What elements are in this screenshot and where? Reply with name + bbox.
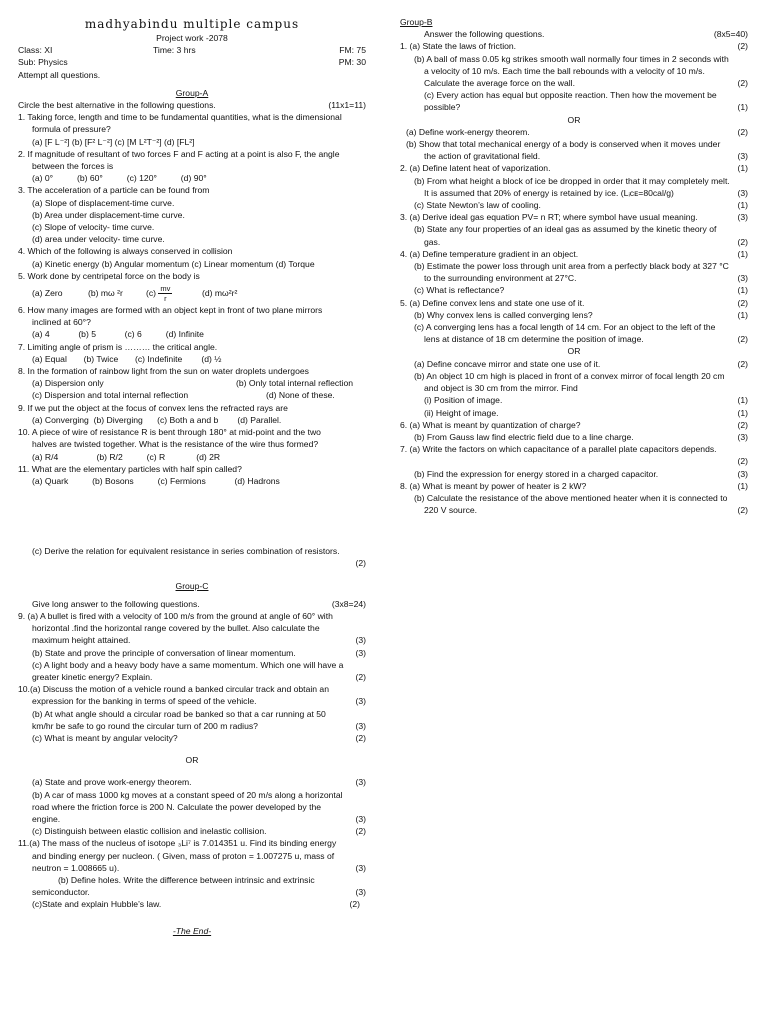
c-question-9a-end-text: maximum height attained. [32, 635, 131, 646]
b-line-text: (ii) Height of image. [424, 407, 499, 418]
c-question-11a-end-text: neutron = 1.008665 u). [32, 862, 120, 873]
b-line [400, 211, 748, 223]
b-line [400, 358, 748, 370]
question-11: 11. What are the elementary particles with half spin called? [18, 463, 242, 474]
q8-option-a: (a) Dispersion only [32, 378, 104, 389]
mark-badge: (2) [737, 297, 748, 308]
question-3: 3. The acceleration of a particle can be found from [18, 185, 210, 196]
c-or-question-b-end [18, 813, 366, 825]
mark-badge: (3) [737, 187, 748, 198]
b-line-text: (b) Find the expression for energy stored in a charged capacitor. [414, 468, 659, 479]
group-c-instruction: Give long answer to the following questions. [32, 598, 200, 609]
subject-label: Sub: Physics [18, 57, 68, 68]
time-label: Time: 3 hrs [153, 45, 196, 56]
mark-badge: (1) [737, 102, 748, 113]
b-line: (b) State any four properties of an ideal gas as assumed by the kinetic theory of [414, 224, 717, 235]
mark-badge: (3) [737, 151, 748, 162]
b-line [400, 40, 748, 52]
b-line-text: (b) From Gauss law find electric field due to a line charge. [414, 431, 634, 442]
b-line-text: the action of gravitational field. [424, 151, 541, 162]
mark-badge: (1) [737, 285, 748, 296]
mark-badge: (2) [355, 558, 366, 569]
b-line-text: (i) Position of image. [424, 395, 503, 406]
b-line-text: 8. (a) What is meant by power of heater is 2 kW? [400, 480, 587, 491]
full-marks: FM: 75 [339, 45, 366, 56]
general-instruction: Attempt all questions. [18, 69, 101, 80]
question-10: 10. A piece of wire of resistance R is bent through 180° at mid-point and the two [18, 427, 321, 438]
class-label: Class: XI [18, 45, 53, 56]
mark-badge: (3) [355, 635, 366, 646]
c-question-9b [18, 647, 366, 659]
mark-badge: (3) [355, 647, 366, 658]
b-line-text: (a) Define concave mirror and state one use of it. [414, 358, 601, 369]
mark-badge: (2) [737, 505, 748, 516]
group-c-pre-mark-row [18, 557, 366, 569]
b-line [400, 468, 748, 480]
fraction-denominator: r [164, 294, 167, 304]
b-line: (b) An object 10 cm high is placed in front of a convex mirror of focal length 20 cm [414, 370, 725, 381]
c-or-question-a [18, 776, 366, 788]
b-line-text: (c) What is reflectance? [414, 285, 505, 296]
c-question-11a-end [18, 862, 366, 874]
question-3-option-d: (d) area under velocity- time curve. [32, 234, 165, 245]
group-a-marks: (11x1=11) [328, 100, 366, 111]
c-question-10b-end-text: km/hr be safe to go round the circular turn of 200 m radius? [32, 720, 258, 731]
c-question-11b-end-text: semiconductor. [32, 887, 90, 898]
b-line-text: lens at distance of 18 cm determine the position of image. [424, 334, 644, 345]
question-6: 6. How many images are formed with an object kept in front of two plane mirrors [18, 305, 323, 316]
left-column [18, 16, 366, 937]
group-a-title: Group-A [175, 87, 209, 98]
question-4-options: (a) Kinetic energy (b) Angular momentum (c) Linear momentum (d) Torque [32, 258, 315, 269]
mark-badge: (1) [737, 163, 748, 174]
c-or-question-b-cont: road where the friction force is 200 N. Calculate the power developed by the [32, 801, 322, 812]
c-or-question-b: (b) A car of mass 1000 kg moves at a constant speed of 20 m/s along a horizontal [32, 789, 343, 800]
b-line [400, 248, 748, 260]
b-line-text: 2. (a) Define latent heat of vaporization. [400, 163, 551, 174]
c-or-question-b-end-text: engine. [32, 813, 61, 824]
q5-option-d: (d) mω²r² [202, 288, 238, 299]
b-line-text: 6. (a) What is meant by quantization of charge? [400, 419, 581, 430]
c-question-11b-end [18, 886, 366, 898]
b-line: and object is 30 cm from the mirror. Find [424, 383, 578, 394]
c-or-question-a-text: (a) State and prove work-energy theorem. [32, 777, 192, 788]
b-line-text: 220 V source. [424, 505, 478, 516]
b-line [400, 309, 748, 321]
or-divider: OR [567, 346, 581, 357]
question-10-cont: halves are twisted together. What is the resistance of the wire thus formed? [32, 439, 319, 450]
q5-option-b: (b) mω ²r [88, 288, 123, 299]
q5-option-c [146, 282, 172, 304]
mark-badge: (3) [355, 777, 366, 788]
question-3-option-b: (b) Area under displacement-time curve. [32, 209, 185, 220]
b-line [400, 236, 748, 248]
mark-badge: (2) [355, 826, 366, 837]
q8-option-d: (d) None of these. [266, 390, 335, 401]
pass-marks: PM: 30 [338, 57, 366, 68]
b-line [400, 431, 748, 443]
b-line-text: 5. (a) Define convex lens and state one use of it. [400, 297, 585, 308]
c-question-9b-text: (b) State and prove the principle of conversation of linear momentum. [32, 647, 296, 658]
mark-badge: (2) [355, 732, 366, 743]
question-9: 9. If we put the object at the focus of convex lens the refracted rays are [18, 402, 288, 413]
mark-badge: (1) [737, 248, 748, 259]
right-column [400, 16, 748, 516]
c-question-10a: 10.(a) Discuss the motion of a vehicle round a banked circular track and obtain an [18, 684, 329, 695]
group-c-instruction-row [18, 598, 366, 610]
b-line [400, 394, 748, 406]
b-line: (c) A converging lens has a focal length of 14 cm. For an object to the left of the [414, 322, 716, 333]
b-line-text: gas. [424, 236, 441, 247]
group-b-instruction: Answer the following questions. [424, 29, 545, 40]
question-11-options: (a) Quark (b) Bosons (c) Fermions (d) Hadrons [32, 475, 280, 486]
b-line-text: possible? [424, 102, 461, 113]
b-line-text: 1. (a) State the laws of friction. [400, 41, 517, 52]
mark-badge: (2) [355, 671, 366, 682]
c-question-10b: (b) At what angle should a circular road be banked so that a car running at 50 [32, 708, 326, 719]
group-b-marks: (8x5=40) [713, 29, 748, 40]
c-question-10a-end-text: expression for the banking in terms of speed of the vehicle. [32, 696, 257, 707]
question-8-options-row1 [18, 377, 366, 389]
b-line [400, 480, 748, 492]
mark-badge: (2) [737, 358, 748, 369]
c-question-10a-end [18, 695, 366, 707]
mark-badge: (2) [737, 41, 748, 52]
question-10-options: (a) R/4 (b) R/2 (c) R (d) 2R [32, 451, 221, 462]
group-b-instruction-row [400, 28, 748, 40]
c-question-9a-cont: horizontal .find the horizontal range covered by the bullet. Also calculate the [32, 623, 320, 634]
question-8-options-row2 [18, 389, 366, 401]
group-c-pre-question: (c) Derive the relation for equivalent resistance in series combination of resistors. [32, 546, 340, 557]
group-b-title: Group-B [400, 17, 433, 27]
b-line-text: (b) Why convex lens is called converging lens? [414, 309, 593, 320]
q8-option-c: (c) Dispersion and total internal reflection [32, 390, 189, 401]
b-line [400, 187, 748, 199]
question-1-cont: formula of pressure? [32, 124, 111, 135]
mark-badge: (2) [737, 334, 748, 345]
mark-badge: (3) [737, 273, 748, 284]
b-line: 7. (a) Write the factors on which capacitance of a parallel plate capacitors depends. [400, 444, 717, 455]
c-question-10b-end [18, 720, 366, 732]
b-line-text: to the surrounding environment at 27°C. [424, 273, 577, 284]
b-line [400, 150, 748, 162]
mark-badge: (3) [737, 212, 748, 223]
c-question-11a: 11.(a) The mass of the nucleus of isotope ₃Li⁷ is 7.014351 u. Find its binding energy [18, 838, 337, 849]
mark-badge: (2) [737, 236, 748, 247]
b-line [400, 297, 748, 309]
mark-badge: (2) [349, 899, 360, 910]
question-3-option-a: (a) Slope of displacement-time curve. [32, 197, 175, 208]
b-line: (c) Every action has equal but opposite reaction. Then how the movement be [424, 90, 717, 101]
b-line: (b) A ball of mass 0.05 kg strikes smooth wall normally four times in 2 seconds with [414, 53, 729, 64]
mark-badge: (1) [737, 309, 748, 320]
c-question-9c-end [18, 671, 366, 683]
mark-badge: (3) [355, 813, 366, 824]
question-5-options [18, 282, 366, 304]
b-line-text: 3. (a) Derive ideal gas equation PV= n RT; where symbol have usual meaning. [400, 212, 698, 223]
question-7: 7. Limiting angle of prism is ……… the critical angle. [18, 341, 218, 352]
b-line [400, 162, 748, 174]
question-6-options: (a) 4 (b) 5 (c) 6 (d) Infinite [32, 329, 204, 340]
question-2: 2. If magnitude of resultant of two forces F and F acting at a point is also F, the angle [18, 148, 340, 159]
mark-badge: (2) [737, 456, 748, 467]
q5-option-c-label: (c) [146, 288, 157, 299]
b-line [400, 419, 748, 431]
b-line [400, 284, 748, 296]
mark-badge: (2) [737, 78, 748, 89]
question-9-options: (a) Converging (b) Diverging (c) Both a and b (d) Parallel. [32, 414, 282, 425]
question-1-options: (a) [F L⁻²] (b) [F² L⁻²] (c) [M L²T⁻²] (d) [FL²] [32, 136, 195, 147]
group-c-title: Group-C [175, 580, 209, 591]
q5-option-a: (a) Zero [32, 288, 63, 299]
b-line [400, 272, 748, 284]
c-question-10c [18, 732, 366, 744]
b-line [400, 455, 748, 467]
q5-option-c-fraction [158, 284, 172, 303]
fraction-numerator: mv [160, 284, 171, 294]
question-6-cont: inclined at 60°? [32, 317, 91, 328]
b-line [400, 199, 748, 211]
subject-pm-row [18, 56, 366, 68]
b-line: (b) Show that total mechanical energy of a body is conserved when it moves under [406, 139, 721, 150]
mark-badge: (3) [737, 431, 748, 442]
b-line [400, 77, 748, 89]
class-time-fm-row [18, 44, 366, 56]
mark-badge: (1) [737, 395, 748, 406]
b-line-text: 4. (a) Define temperature gradient in an object. [400, 248, 579, 259]
group-c-marks: (3x8=24) [331, 598, 366, 609]
c-question-9c-end-text: greater kinetic energy? Explain. [32, 671, 153, 682]
question-2-options: (a) 0° (b) 60° (c) 120° (d) 90° [32, 173, 207, 184]
c-or-question-c-text: (c) Distinguish between elastic collision and inelastic collision. [32, 826, 267, 837]
b-line-text: (a) Define work-energy theorem. [406, 126, 530, 137]
question-3-option-c: (c) Slope of velocity- time curve. [32, 222, 155, 233]
b-line-text: Calculate the average force on the wall. [424, 78, 575, 89]
question-8: 8. In the formation of rainbow light from the sun on water droplets undergoes [18, 366, 309, 377]
b-line [400, 333, 748, 345]
or-divider: OR [185, 755, 199, 766]
b-line: (b) Estimate the power loss through unit area from a perfectly black body at 327 °C [414, 261, 729, 272]
question-1: 1. Taking force, length and time to be fundamental quantities, what is the dimensional [18, 112, 342, 123]
mark-badge: (2) [737, 419, 748, 430]
mark-badge: (3) [355, 887, 366, 898]
b-line [400, 126, 748, 138]
b-line [400, 504, 748, 516]
b-line [400, 407, 748, 419]
c-question-11a-cont: and binding energy per nucleon. ( Given, mass of proton = 1.007275 u, mass of [32, 850, 335, 861]
c-question-9a-end [18, 634, 366, 646]
mark-badge: (3) [355, 696, 366, 707]
b-line: (b) Calculate the resistance of the above mentioned heater when it is connected to [414, 492, 728, 503]
question-2-cont: between the forces is [32, 161, 114, 172]
mark-badge: (2) [737, 126, 748, 137]
or-divider: OR [567, 114, 581, 125]
mark-badge: (3) [355, 720, 366, 731]
q8-option-b: (b) Only total internal reflection [236, 378, 354, 389]
b-line-text: (c) State Newton’s law of cooling. [414, 200, 541, 211]
question-4: 4. Which of the following is always conserved in collision [18, 246, 233, 257]
mark-badge: (3) [355, 862, 366, 873]
question-7-options: (a) Equal (b) Twice (c) Indefinite (d) ½ [32, 353, 222, 364]
b-line: (b) From what height a block of ice be dropped in order that it may completely melt. [414, 175, 730, 186]
c-question-11c [18, 898, 366, 910]
end-marker: -The End- [172, 925, 212, 936]
mark-badge: (1) [737, 200, 748, 211]
c-question-11b: (b) Define holes. Write the difference between intrinsic and extrinsic [58, 874, 315, 885]
c-question-9a: 9. (a) A bullet is fired with a velocity of 100 m/s from the ground at angle of 60° with [18, 610, 333, 621]
project-title: Project work -2078 [156, 33, 228, 43]
college-name: madhyabindu multiple campus [84, 17, 300, 31]
c-question-9c: (c) A light body and a heavy body have a same momentum. Which one will have a [32, 659, 344, 670]
b-line-text: It is assumed that 20% of energy is retained by ice. (Lᵢᴄᴇ=80cal/g) [424, 187, 674, 198]
group-a-instruction: Circle the best alternative in the following questions. [18, 100, 216, 111]
c-question-11c-text: (c)State and explain Hubble’s law. [32, 899, 162, 910]
question-5: 5. Work done by centripetal force on the body is [18, 270, 200, 281]
mark-badge: (1) [737, 480, 748, 491]
group-a-instruction-row [18, 99, 366, 111]
c-question-10c-text: (c) What is meant by angular velocity? [32, 732, 178, 743]
b-line: a velocity of 10 m/s. Each time the ball rebounds with a velocity of 10 m/s. [424, 65, 705, 76]
b-line [400, 101, 748, 113]
mark-badge: (3) [737, 468, 748, 479]
c-or-question-c [18, 825, 366, 837]
mark-badge: (1) [737, 407, 748, 418]
